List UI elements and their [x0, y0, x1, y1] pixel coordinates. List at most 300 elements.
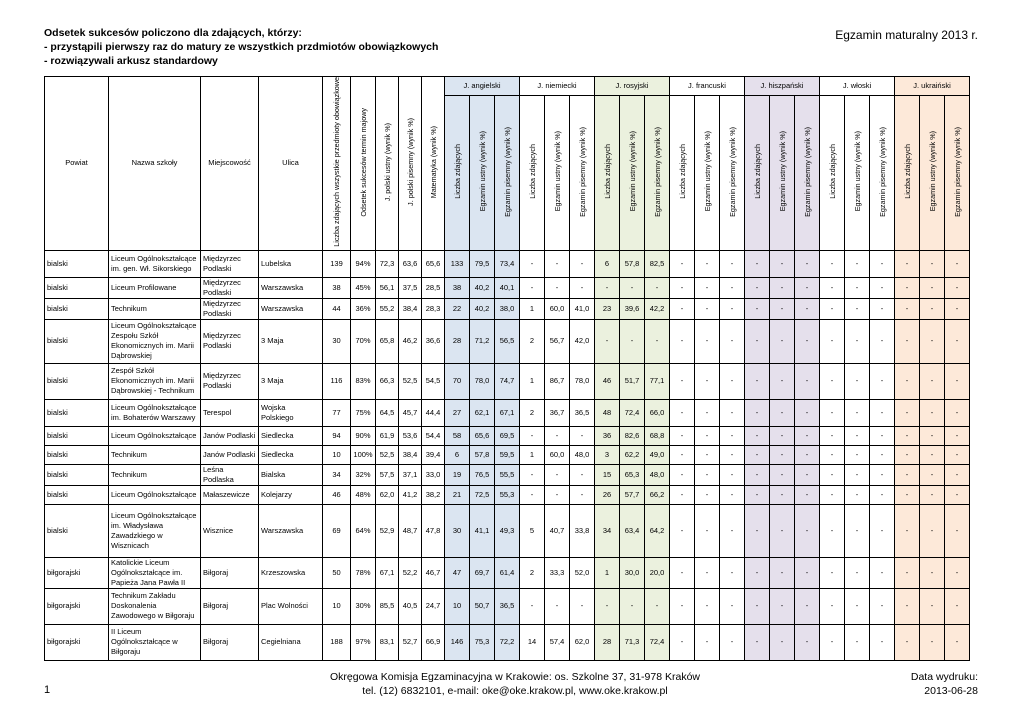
- cell-value: -: [870, 298, 895, 319]
- table-row: [45, 319, 970, 363]
- cell-value: -: [870, 319, 895, 363]
- cell-value: 66,9: [422, 624, 445, 660]
- cell-value: -: [820, 426, 845, 445]
- lang-subheader-pisemny: [870, 96, 895, 250]
- cell-value: 48: [595, 399, 620, 426]
- cell-value: -: [745, 399, 770, 426]
- header-ulica: Ulica: [259, 77, 323, 251]
- cell-value: -: [520, 250, 545, 277]
- cell-value: -: [520, 426, 545, 445]
- cell-value: 100%: [351, 445, 376, 464]
- cell-value: -: [620, 319, 645, 363]
- cell-value: 57,8: [470, 445, 495, 464]
- cell-value: -: [770, 485, 795, 504]
- table-row: [45, 485, 970, 504]
- cell-value: 146: [445, 624, 470, 660]
- cell-value: 65,6: [422, 250, 445, 277]
- cell-value: -: [895, 426, 920, 445]
- cell-value: -: [745, 588, 770, 624]
- lang-subheader-label: Egzamin ustny (wynik %): [702, 131, 712, 212]
- cell-value: -: [845, 319, 870, 363]
- cell-powiat: bialski: [45, 277, 109, 298]
- cell-value: 19: [445, 464, 470, 485]
- footer-address-line-1: Okręgowa Komisja Egzaminacyjna w Krakowie: os. Szkolne 37, 31-978 Kraków: [329, 671, 700, 683]
- cell-value: -: [745, 557, 770, 588]
- cell-value: 34: [323, 464, 351, 485]
- cell-value: 56,7: [545, 319, 570, 363]
- cell-value: 73,4: [495, 250, 520, 277]
- cell-value: 39,6: [620, 298, 645, 319]
- cell-value: 76,5: [470, 464, 495, 485]
- cell-value: -: [795, 464, 820, 485]
- cell-value: 49,0: [645, 445, 670, 464]
- cell-value: 60,0: [545, 445, 570, 464]
- cell-value: -: [795, 363, 820, 399]
- lang-header-niemiecki: J. niemiecki: [520, 77, 595, 96]
- header-odsetek: [351, 77, 376, 251]
- cell-value: -: [870, 426, 895, 445]
- cell-value: -: [770, 399, 795, 426]
- cell-value: 46,2: [399, 319, 422, 363]
- lang-subheader-ustny: [845, 96, 870, 250]
- cell-value: -: [845, 557, 870, 588]
- cell-value: 49,3: [495, 504, 520, 557]
- cell-value: 63,6: [399, 250, 422, 277]
- cell-value: -: [870, 557, 895, 588]
- cell-value: 52,9: [376, 504, 399, 557]
- page-number: 1: [44, 684, 51, 696]
- cell-value: -: [870, 445, 895, 464]
- cell-value: -: [795, 588, 820, 624]
- lang-subheader-pisemny: [945, 96, 970, 250]
- footer-address: [300, 670, 730, 698]
- table-row: [45, 250, 970, 277]
- cell-value: -: [870, 277, 895, 298]
- cell-value: 37,1: [399, 464, 422, 485]
- cell-powiat: bialski: [45, 250, 109, 277]
- cell-value: 36,5: [570, 399, 595, 426]
- cell-value: -: [645, 319, 670, 363]
- cell-value: 42,0: [570, 319, 595, 363]
- cell-value: -: [895, 319, 920, 363]
- table-row: [45, 557, 970, 588]
- cell-value: 36: [595, 426, 620, 445]
- cell-value: -: [845, 624, 870, 660]
- cell-value: -: [945, 298, 970, 319]
- cell-value: -: [820, 588, 845, 624]
- cell-value: 44,4: [422, 399, 445, 426]
- cell-value: -: [920, 250, 945, 277]
- cell-value: -: [695, 250, 720, 277]
- cell-value: 40,7: [545, 504, 570, 557]
- cell-value: 52,7: [399, 624, 422, 660]
- cell-value: 188: [323, 624, 351, 660]
- header-pol-ustny-label: J. polski ustny (wynik %): [382, 122, 392, 202]
- cell-value: 40,5: [399, 588, 422, 624]
- cell-value: -: [595, 588, 620, 624]
- cell-value: -: [570, 485, 595, 504]
- cell-value: -: [520, 588, 545, 624]
- lang-subheader-liczba: [670, 96, 695, 250]
- cell-value: 41,2: [399, 485, 422, 504]
- cell-value: 70: [445, 363, 470, 399]
- cell-value: -: [945, 557, 970, 588]
- cell-value: 34: [595, 504, 620, 557]
- lang-subheader-label: Egzamin ustny (wynik %): [777, 131, 787, 212]
- cell-ulica: Cegielniana: [259, 624, 323, 660]
- cell-value: -: [670, 277, 695, 298]
- cell-value: -: [920, 399, 945, 426]
- cell-value: -: [945, 504, 970, 557]
- cell-value: 71,3: [620, 624, 645, 660]
- cell-value: -: [770, 504, 795, 557]
- lang-subheader-label: Egzamin ustny (wynik %): [477, 131, 487, 212]
- exam-title: Egzamin maturalny 2013 r.: [835, 28, 978, 42]
- lang-subheader-label: Egzamin pisemny (wynik %): [802, 126, 812, 217]
- cell-value: -: [670, 319, 695, 363]
- header-pol-ustny: [376, 77, 399, 251]
- lang-subheader-liczba: [745, 96, 770, 250]
- cell-szkola: Liceum Ogólnokształcące im. Władysława Zawadzkiego w Wisznicach: [109, 504, 201, 557]
- lang-header-francuski: J. francuski: [670, 77, 745, 96]
- cell-value: 77,1: [645, 363, 670, 399]
- cell-value: 64,2: [645, 504, 670, 557]
- cell-value: 38: [323, 277, 351, 298]
- cell-value: 61,4: [495, 557, 520, 588]
- cell-szkola: Katolickie Liceum Ogólnokształcące im. Papieża Jana Pawła II: [109, 557, 201, 588]
- lang-subheader-ustny: [770, 96, 795, 250]
- cell-value: 72,5: [470, 485, 495, 504]
- cell-value: 72,3: [376, 250, 399, 277]
- cell-value: 83,1: [376, 624, 399, 660]
- cell-powiat: bialski: [45, 445, 109, 464]
- cell-value: 65,6: [470, 426, 495, 445]
- table-header: [45, 77, 970, 251]
- cell-value: 82,5: [645, 250, 670, 277]
- cell-value: -: [770, 319, 795, 363]
- cell-value: 48%: [351, 485, 376, 504]
- cell-value: -: [720, 319, 745, 363]
- table-body: [45, 250, 970, 660]
- cell-value: -: [695, 588, 720, 624]
- cell-powiat: bialski: [45, 298, 109, 319]
- cell-value: -: [795, 485, 820, 504]
- cell-value: -: [920, 319, 945, 363]
- lang-header-ukrainski: J. ukraiński: [895, 77, 970, 96]
- cell-value: -: [670, 363, 695, 399]
- cell-szkola: Liceum Ogólnokształcące im. Bohaterów Warszawy: [109, 399, 201, 426]
- cell-value: -: [820, 277, 845, 298]
- cell-value: 48,7: [399, 504, 422, 557]
- cell-value: -: [895, 363, 920, 399]
- cell-value: -: [745, 464, 770, 485]
- cell-value: 74,7: [495, 363, 520, 399]
- cell-ulica: Siedlecka: [259, 426, 323, 445]
- cell-value: -: [745, 485, 770, 504]
- cell-value: -: [845, 363, 870, 399]
- cell-value: -: [895, 504, 920, 557]
- cell-value: -: [670, 298, 695, 319]
- cell-value: 60,0: [545, 298, 570, 319]
- cell-value: 72,2: [495, 624, 520, 660]
- cell-value: 72,4: [620, 399, 645, 426]
- cell-value: -: [595, 319, 620, 363]
- cell-value: 62,1: [470, 399, 495, 426]
- cell-ulica: Warszawska: [259, 298, 323, 319]
- cell-value: 52,2: [399, 557, 422, 588]
- cell-powiat: bialski: [45, 319, 109, 363]
- cell-value: -: [820, 298, 845, 319]
- cell-value: 41,1: [470, 504, 495, 557]
- cell-value: 42,2: [645, 298, 670, 319]
- lang-subheader-label: Egzamin pisemny (wynik %): [502, 126, 512, 217]
- cell-szkola: Technikum Zakładu Doskonalenia Zawodowego w Biłgoraju: [109, 588, 201, 624]
- cell-value: -: [895, 250, 920, 277]
- cell-value: 33,3: [545, 557, 570, 588]
- cell-value: -: [895, 557, 920, 588]
- cell-value: -: [645, 277, 670, 298]
- cell-value: 82,6: [620, 426, 645, 445]
- cell-value: -: [795, 557, 820, 588]
- cell-value: -: [870, 485, 895, 504]
- cell-miejscowosc: Biłgoraj: [201, 624, 259, 660]
- cell-value: -: [820, 504, 845, 557]
- cell-value: -: [720, 588, 745, 624]
- cell-value: 57,4: [545, 624, 570, 660]
- cell-powiat: bialski: [45, 363, 109, 399]
- header-liczba-label: Liczba zdających wszystkie przedmioty obowiązkowe: [332, 77, 341, 247]
- cell-value: 46,7: [422, 557, 445, 588]
- cell-value: 65,3: [620, 464, 645, 485]
- cell-value: -: [720, 504, 745, 557]
- cell-value: -: [945, 426, 970, 445]
- cell-value: -: [670, 624, 695, 660]
- cell-value: 64,5: [376, 399, 399, 426]
- cell-value: 57,8: [620, 250, 645, 277]
- lang-subheader-label: Liczba zdających: [752, 144, 762, 199]
- cell-value: 26: [595, 485, 620, 504]
- cell-value: -: [795, 504, 820, 557]
- cell-value: 71,2: [470, 319, 495, 363]
- cell-value: -: [845, 485, 870, 504]
- cell-value: -: [620, 588, 645, 624]
- cell-value: 10: [323, 445, 351, 464]
- print-date-value: 2013-06-28: [924, 685, 978, 697]
- criteria-line-1: Odsetek sukcesów policzono dla zdających, którzy:: [44, 27, 302, 39]
- cell-value: -: [845, 426, 870, 445]
- cell-value: -: [845, 464, 870, 485]
- cell-value: 5: [520, 504, 545, 557]
- cell-miejscowosc: Międzyrzec Podlaski: [201, 363, 259, 399]
- cell-value: -: [770, 557, 795, 588]
- cell-value: 20,0: [645, 557, 670, 588]
- cell-value: 24,7: [422, 588, 445, 624]
- cell-value: 66,2: [645, 485, 670, 504]
- cell-miejscowosc: Biłgoraj: [201, 557, 259, 588]
- cell-value: 2: [520, 319, 545, 363]
- cell-value: 38: [445, 277, 470, 298]
- table-row: [45, 298, 970, 319]
- cell-value: -: [720, 445, 745, 464]
- cell-value: -: [820, 319, 845, 363]
- cell-value: -: [845, 250, 870, 277]
- print-date-block: [911, 670, 978, 698]
- cell-value: -: [920, 557, 945, 588]
- lang-subheader-pisemny: [570, 96, 595, 250]
- cell-value: 66,3: [376, 363, 399, 399]
- cell-value: -: [670, 485, 695, 504]
- cell-value: -: [795, 250, 820, 277]
- cell-value: 41,0: [570, 298, 595, 319]
- table-row: [45, 504, 970, 557]
- cell-value: -: [770, 363, 795, 399]
- cell-value: -: [520, 485, 545, 504]
- cell-miejscowosc: Biłgoraj: [201, 588, 259, 624]
- cell-value: 57,5: [376, 464, 399, 485]
- lang-subheader-label: Liczba zdających: [677, 144, 687, 199]
- cell-value: -: [720, 399, 745, 426]
- header-powiat: Powiat: [45, 77, 109, 251]
- cell-ulica: Bialska: [259, 464, 323, 485]
- cell-value: 38,4: [399, 298, 422, 319]
- cell-szkola: Liceum Ogólnokształcące im. gen. Wł. Sikorskiego: [109, 250, 201, 277]
- cell-value: 63,4: [620, 504, 645, 557]
- cell-value: 61,9: [376, 426, 399, 445]
- cell-value: 33,0: [422, 464, 445, 485]
- table-row: [45, 464, 970, 485]
- cell-value: -: [770, 624, 795, 660]
- lang-subheader-label: Egzamin pisemny (wynik %): [577, 126, 587, 217]
- lang-subheader-liczba: [445, 96, 470, 250]
- cell-powiat: bialski: [45, 399, 109, 426]
- cell-value: 47,8: [422, 504, 445, 557]
- cell-value: -: [695, 624, 720, 660]
- cell-miejscowosc: Wisznice: [201, 504, 259, 557]
- cell-value: -: [820, 250, 845, 277]
- cell-value: 32%: [351, 464, 376, 485]
- cell-miejscowosc: Terespol: [201, 399, 259, 426]
- cell-value: -: [920, 445, 945, 464]
- cell-value: -: [545, 464, 570, 485]
- cell-value: 59,5: [495, 445, 520, 464]
- cell-value: -: [920, 363, 945, 399]
- cell-value: -: [670, 426, 695, 445]
- lang-subheader-liczba: [520, 96, 545, 250]
- cell-value: 65,8: [376, 319, 399, 363]
- cell-miejscowosc: Janów Podlaski: [201, 426, 259, 445]
- cell-value: 57,7: [620, 485, 645, 504]
- cell-value: -: [695, 504, 720, 557]
- cell-value: 52,5: [376, 445, 399, 464]
- header-mat-label: Matematyka (wynik %): [428, 125, 438, 199]
- table-row: [45, 363, 970, 399]
- lang-header-angielski: J. angielski: [445, 77, 520, 96]
- cell-value: -: [945, 464, 970, 485]
- cell-value: 51,7: [620, 363, 645, 399]
- cell-value: -: [695, 485, 720, 504]
- cell-value: -: [795, 277, 820, 298]
- cell-value: 54,5: [422, 363, 445, 399]
- cell-value: 55,3: [495, 485, 520, 504]
- cell-value: -: [795, 624, 820, 660]
- cell-value: 53,6: [399, 426, 422, 445]
- cell-value: 46: [595, 363, 620, 399]
- cell-value: -: [920, 624, 945, 660]
- print-date-label: Data wydruku:: [910, 671, 978, 683]
- cell-value: -: [595, 277, 620, 298]
- cell-value: -: [870, 504, 895, 557]
- cell-value: -: [570, 277, 595, 298]
- cell-powiat: bialski: [45, 504, 109, 557]
- lang-subheader-liczba: [895, 96, 920, 250]
- lang-subheader-ustny: [470, 96, 495, 250]
- cell-value: -: [870, 588, 895, 624]
- table-row: [45, 399, 970, 426]
- header-odsetek-label: Odsetek sukcesów termin majowy: [358, 107, 368, 217]
- cell-value: 90%: [351, 426, 376, 445]
- cell-value: -: [745, 319, 770, 363]
- cell-value: -: [695, 426, 720, 445]
- cell-value: -: [920, 426, 945, 445]
- cell-value: -: [820, 624, 845, 660]
- cell-value: 28,5: [422, 277, 445, 298]
- cell-value: -: [795, 298, 820, 319]
- cell-value: -: [720, 485, 745, 504]
- cell-value: 78%: [351, 557, 376, 588]
- cell-ulica: Wojska Polskiego: [259, 399, 323, 426]
- cell-ulica: Warszawska: [259, 504, 323, 557]
- header-miejscowosc: Miejscowość: [201, 77, 259, 251]
- cell-value: -: [695, 557, 720, 588]
- cell-value: -: [895, 298, 920, 319]
- cell-miejscowosc: Małaszewicze: [201, 485, 259, 504]
- cell-value: 69: [323, 504, 351, 557]
- lang-subheader-label: Egzamin pisemny (wynik %): [652, 126, 662, 217]
- cell-value: -: [745, 445, 770, 464]
- cell-value: -: [845, 504, 870, 557]
- cell-value: -: [520, 277, 545, 298]
- cell-value: -: [945, 250, 970, 277]
- cell-value: 39,4: [422, 445, 445, 464]
- cell-value: 15: [595, 464, 620, 485]
- footer-address-line-2: tel. (12) 6832101, e-mail: oke@oke.krakow.pl, www.oke.krakow.pl: [362, 685, 668, 697]
- cell-value: -: [720, 557, 745, 588]
- cell-value: -: [945, 588, 970, 624]
- cell-value: 67,1: [495, 399, 520, 426]
- cell-value: -: [895, 485, 920, 504]
- cell-value: 48,0: [645, 464, 670, 485]
- cell-value: -: [695, 298, 720, 319]
- cell-value: -: [820, 557, 845, 588]
- lang-subheader-label: Liczba zdających: [827, 144, 837, 199]
- cell-value: 97%: [351, 624, 376, 660]
- cell-value: 1: [595, 557, 620, 588]
- cell-value: -: [845, 399, 870, 426]
- cell-value: 28,3: [422, 298, 445, 319]
- cell-value: -: [745, 298, 770, 319]
- cell-value: -: [945, 445, 970, 464]
- cell-value: 3: [595, 445, 620, 464]
- lang-subheader-ustny: [695, 96, 720, 250]
- cell-value: -: [670, 445, 695, 464]
- cell-value: -: [945, 277, 970, 298]
- cell-value: -: [720, 298, 745, 319]
- cell-value: -: [695, 464, 720, 485]
- cell-szkola: Zespół Szkół Ekonomicznych im. Marii Dąbrowskiej - Technikum: [109, 363, 201, 399]
- cell-value: -: [695, 399, 720, 426]
- cell-value: 69,5: [495, 426, 520, 445]
- cell-szkola: Liceum Ogólnokształcące: [109, 485, 201, 504]
